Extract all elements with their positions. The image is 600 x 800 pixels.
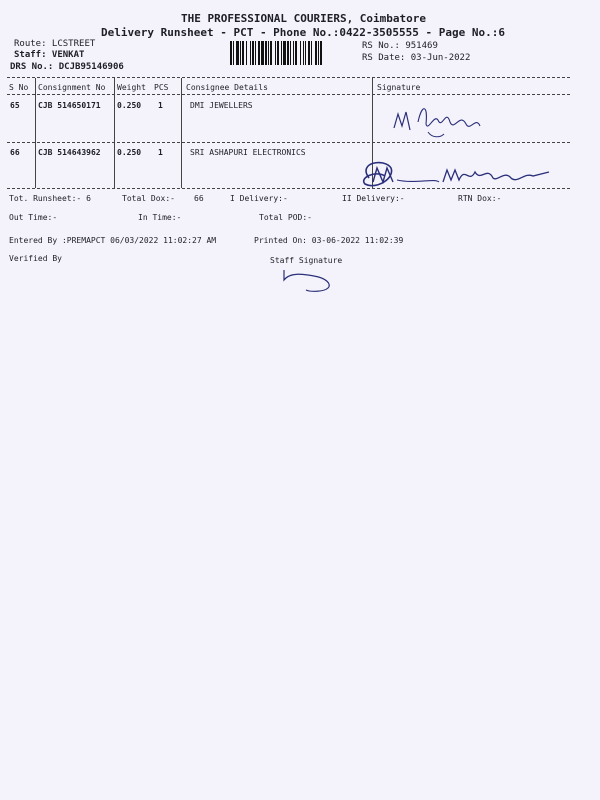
barcode-bar [320, 41, 322, 65]
col-header-consignee: Consignee Details [186, 83, 268, 92]
barcode-bar [246, 41, 247, 65]
barcode-bar [258, 41, 260, 65]
barcode-bar [236, 41, 239, 65]
verified-by: Verified By [9, 254, 62, 263]
barcode-bar [252, 41, 254, 65]
table-header-rule [7, 94, 570, 95]
table-row-consignee: DMI JEWELLERS [190, 101, 253, 110]
i-delivery: I Delivery:- [230, 194, 288, 203]
col-header-weight: Weight [117, 83, 146, 92]
in-time: In Time:- [138, 213, 182, 222]
table-row-pcs: 1 [158, 101, 163, 110]
barcode-bar [265, 41, 267, 65]
barcode-bar [261, 41, 264, 65]
barcode [230, 41, 358, 65]
entered-by: Entered By :PREMAPCT 06/03/2022 11:02:27 AM [9, 236, 217, 245]
company-title: THE PROFESSIONAL COURIERS, Coimbatore [181, 12, 427, 25]
table-row-sno: 66 [10, 148, 20, 157]
total-pod: Total POD:- [259, 213, 312, 222]
barcode-bar [281, 41, 282, 65]
barcode-bar [295, 41, 297, 65]
printed-on: Printed On: 03-06-2022 11:02:39 [254, 236, 404, 245]
col-header-signature: Signature [377, 83, 421, 92]
table-row-sno: 65 [10, 101, 20, 110]
barcode-bar [270, 41, 272, 65]
total-runsheet: Tot. Runsheet:- 6 [9, 194, 91, 203]
ii-delivery: II Delivery:- [342, 194, 405, 203]
col-header-sno: S No [9, 83, 29, 92]
staff-label: Staff: VENKAT [14, 50, 85, 60]
barcode-bar [315, 41, 317, 65]
barcode-bar [300, 41, 301, 65]
barcode-bar [277, 41, 279, 65]
barcode-bar [283, 41, 286, 65]
barcode-bar [230, 41, 232, 65]
table-row-weight: 0.250 [117, 148, 142, 157]
staff-signature-label: Staff Signature [270, 256, 343, 265]
barcode-bar [242, 41, 244, 65]
col-header-consignment: Consignment No [38, 83, 106, 92]
drs-number: DRS No.: DCJB95146906 [10, 62, 124, 72]
rtn-dox: RTN Dox:- [458, 194, 502, 203]
barcode-bar [255, 41, 256, 65]
col-divider [181, 78, 182, 188]
runsheet-subtitle: Delivery Runsheet - PCT - Phone No.:0422-3505555 - Page No.:6 [101, 26, 505, 39]
col-divider [114, 78, 115, 188]
barcode-bar [287, 41, 289, 65]
barcode-bar [233, 41, 234, 65]
barcode-bar [311, 41, 312, 65]
barcode-bar [293, 41, 294, 65]
total-dox-label: Total Dox:- [122, 194, 175, 203]
signature-row-1 [388, 102, 488, 142]
table-row-weight: 0.250 [117, 101, 142, 110]
barcode-bar [250, 41, 251, 65]
total-dox-value: 66 [194, 194, 204, 203]
row-divider-rule [7, 142, 570, 143]
barcode-bar [275, 41, 276, 65]
barcode-bar [290, 41, 291, 65]
barcode-bar [268, 41, 269, 65]
rs-date: RS Date: 03-Jun-2022 [362, 53, 471, 63]
route-label: Route: LCSTREET [14, 39, 96, 49]
barcode-bar [305, 41, 306, 65]
signature-row-2 [355, 156, 555, 196]
barcode-bar [240, 41, 241, 65]
rs-number: RS No.: 951469 [362, 41, 438, 51]
staff-signature [280, 266, 340, 296]
barcode-bar [303, 41, 304, 65]
barcode-bar [318, 41, 319, 65]
col-divider [35, 78, 36, 188]
table-row-consignment: CJB 514650171 [38, 101, 101, 110]
table-row-consignment: CJB 514643962 [38, 148, 101, 157]
table-top-rule [7, 77, 570, 78]
table-row-pcs: 1 [158, 148, 163, 157]
table-row-consignee: SRI ASHAPURI ELECTRONICS [190, 148, 306, 157]
out-time: Out Time:- [9, 213, 58, 222]
col-header-pcs: PCS [154, 83, 169, 92]
barcode-bar [308, 41, 310, 65]
